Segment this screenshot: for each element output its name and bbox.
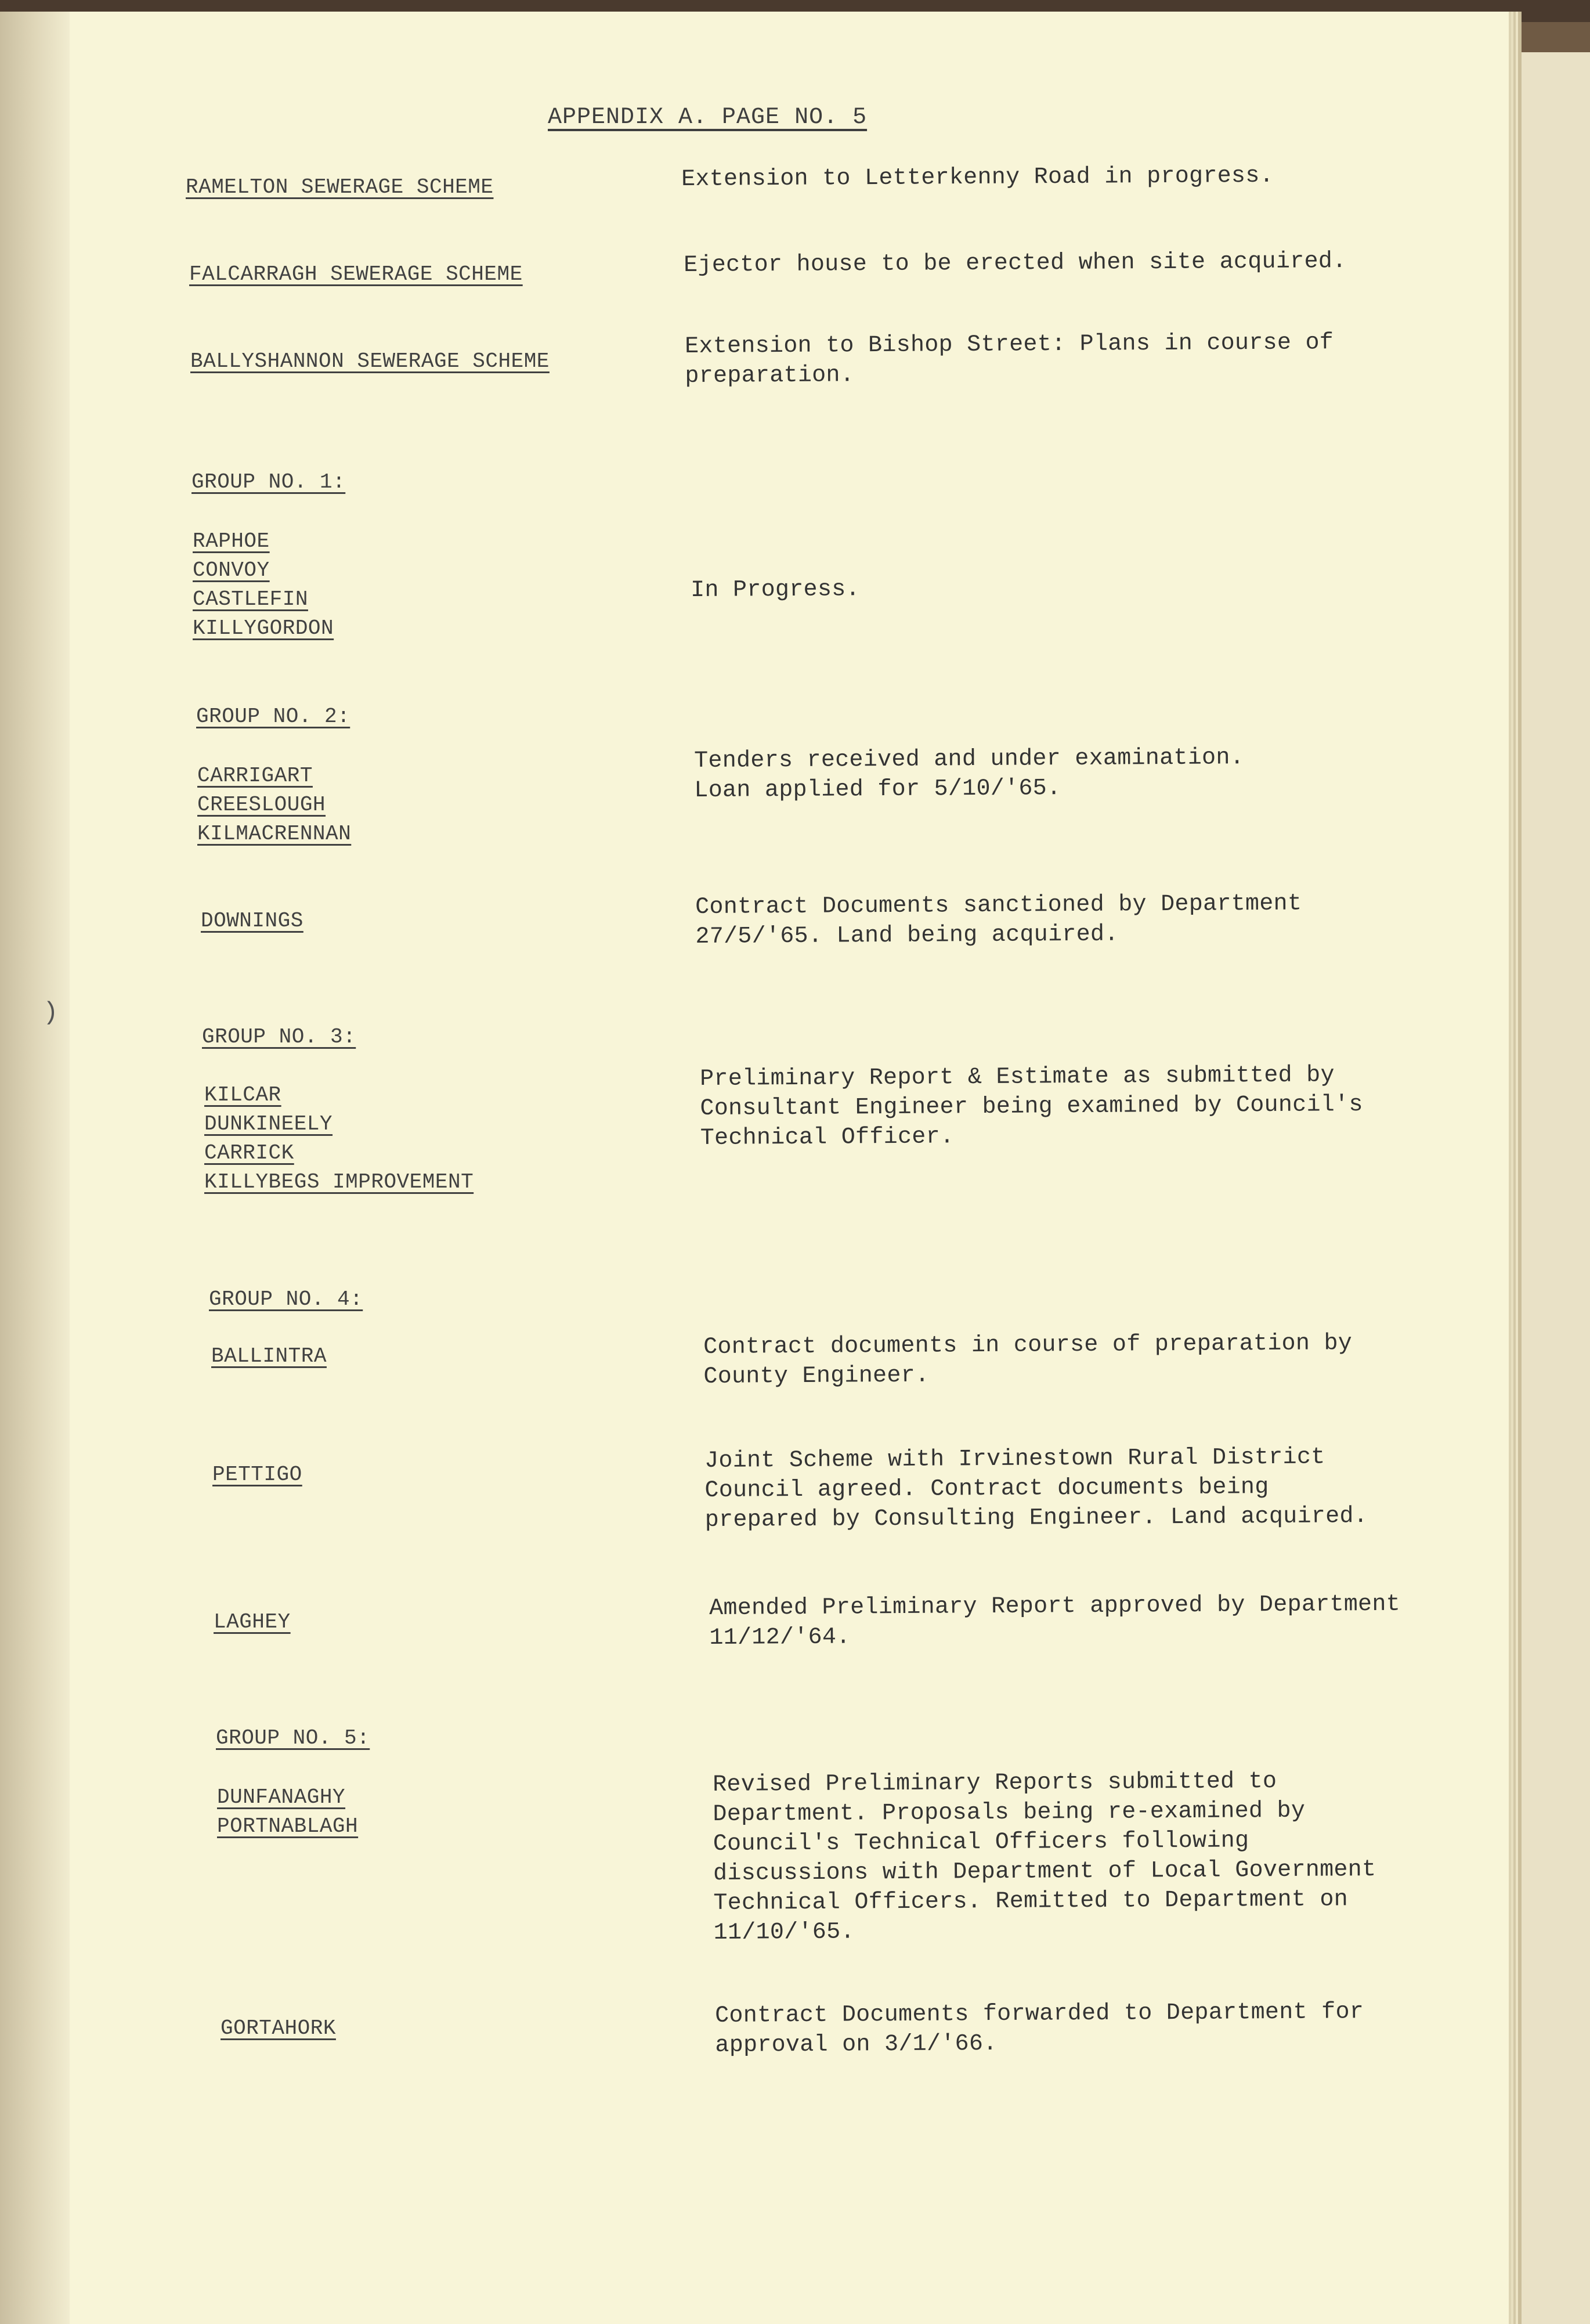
- note-line: Department. Proposals being re-examined by: [713, 1798, 1306, 1828]
- group-heading-2: GROUP NO. 2:: [196, 705, 350, 728]
- place-name: KILLYBEGS IMPROVEMENT: [204, 1170, 474, 1194]
- note-line: Extension to Bishop Street: Plans in course of: [685, 330, 1334, 360]
- note-line: Council's Technical Officers following: [713, 1828, 1249, 1857]
- note-line: Technical Officers. Remitted to Department on: [713, 1886, 1349, 1917]
- place-name: PORTNABLAGH: [217, 1814, 359, 1838]
- note-line: Contract documents in course of preparation by: [703, 1330, 1353, 1361]
- scheme-note-ballyshannon: [685, 328, 1334, 391]
- margin-mark: ): [43, 998, 59, 1027]
- group-heading-3: GROUP NO. 3:: [202, 1025, 356, 1049]
- note-line: Revised Preliminary Reports submitted to: [713, 1769, 1277, 1798]
- group-3-note: [700, 1060, 1363, 1153]
- scheme-name-ramelton: RAMELTON SEWERAGE SCHEME: [186, 175, 494, 199]
- note-line: County Engineer.: [703, 1362, 930, 1390]
- note-line: 11/12/'64.: [709, 1624, 851, 1651]
- page-header: [548, 104, 867, 131]
- group-heading-1: GROUP NO. 1:: [191, 470, 346, 494]
- place-name-downings: DOWNINGS: [201, 909, 303, 933]
- place-name: DUNFANAGHY: [217, 1785, 346, 1809]
- note-line: In Progress.: [691, 576, 860, 604]
- place-name: RAPHOE: [193, 529, 270, 553]
- group-2-places: [197, 762, 351, 849]
- group-4-note-b: [704, 1442, 1368, 1535]
- group-heading-5: GROUP NO. 5:: [216, 1726, 370, 1750]
- note-line: prepared by Consulting Engineer. Land acquired.: [704, 1503, 1368, 1533]
- note-line: Tenders received and under examination.: [694, 745, 1245, 774]
- group-heading-4: GROUP NO. 4:: [209, 1287, 363, 1311]
- document-page: [0, 12, 1509, 2324]
- page-header-text: APPENDIX A. PAGE NO. 5: [548, 104, 868, 131]
- note-line: Loan applied for 5/10/'65.: [694, 775, 1061, 804]
- binding-gutter: [0, 12, 70, 2324]
- group-1-note: [691, 575, 860, 605]
- group-5-note-b: [715, 1997, 1364, 2060]
- group-2-note-b: [695, 889, 1302, 952]
- place-name-ballintra: BALLINTRA: [211, 1344, 327, 1368]
- group-5-note-a: [713, 1766, 1376, 1948]
- place-name: CARRIGART: [197, 764, 313, 788]
- note-line: Contract Documents forwarded to Department for: [715, 1999, 1364, 2029]
- place-name: CONVOY: [193, 558, 270, 582]
- place-name-gortahork: GORTAHORK: [221, 2016, 336, 2040]
- group-1-places: [193, 527, 334, 643]
- place-name: KILLYGORDON: [193, 616, 334, 640]
- scheme-name-falcarragh: FALCARRAGH SEWERAGE SCHEME: [189, 262, 523, 286]
- place-name-laghey: LAGHEY: [214, 1610, 291, 1634]
- place-name: CREESLOUGH: [197, 793, 326, 817]
- note-line: Consultant Engineer being examined by Council's: [700, 1092, 1363, 1122]
- scheme-name-ballyshannon: BALLYSHANNON SEWERAGE SCHEME: [190, 349, 550, 373]
- note-line: 11/10/'65.: [713, 1919, 855, 1946]
- note-line: Preliminary Report & Estimate as submitted by: [700, 1062, 1335, 1092]
- place-name: CARRICK: [204, 1141, 294, 1165]
- place-name: KILMACRENNAN: [197, 822, 352, 846]
- group-2-note-a: [694, 743, 1244, 806]
- note-line: 27/5/'65. Land being acquired.: [695, 921, 1119, 950]
- note-line: Technical Officer.: [700, 1124, 955, 1152]
- place-name-pettigo: PETTIGO: [212, 1463, 302, 1486]
- place-name: KILCAR: [204, 1083, 281, 1107]
- note-line: Contract Documents sanctioned by Department: [695, 890, 1302, 921]
- scheme-note-ramelton: Extension to Letterkenny Road in progress.: [681, 163, 1274, 193]
- note-line: approval on 3/1/'66.: [715, 2031, 998, 2059]
- note-line: preparation.: [685, 362, 855, 389]
- note-line: discussions with Department of Local Government: [713, 1857, 1376, 1887]
- scheme-note-falcarragh: Ejector house to be erected when site acquired.: [684, 248, 1347, 279]
- place-name: DUNKINEELY: [204, 1112, 333, 1136]
- group-4-note-c: [709, 1590, 1401, 1653]
- note-line: Joint Scheme with Irvinestown Rural District: [704, 1444, 1325, 1474]
- group-3-places: [204, 1081, 474, 1197]
- note-line: Amended Preliminary Report approved by Department: [709, 1591, 1401, 1622]
- group-5-places-a: [217, 1783, 358, 1841]
- group-4-note-a: [703, 1329, 1353, 1392]
- place-name: CASTLEFIN: [193, 587, 308, 611]
- note-line: Council agreed. Contract documents being: [704, 1474, 1269, 1504]
